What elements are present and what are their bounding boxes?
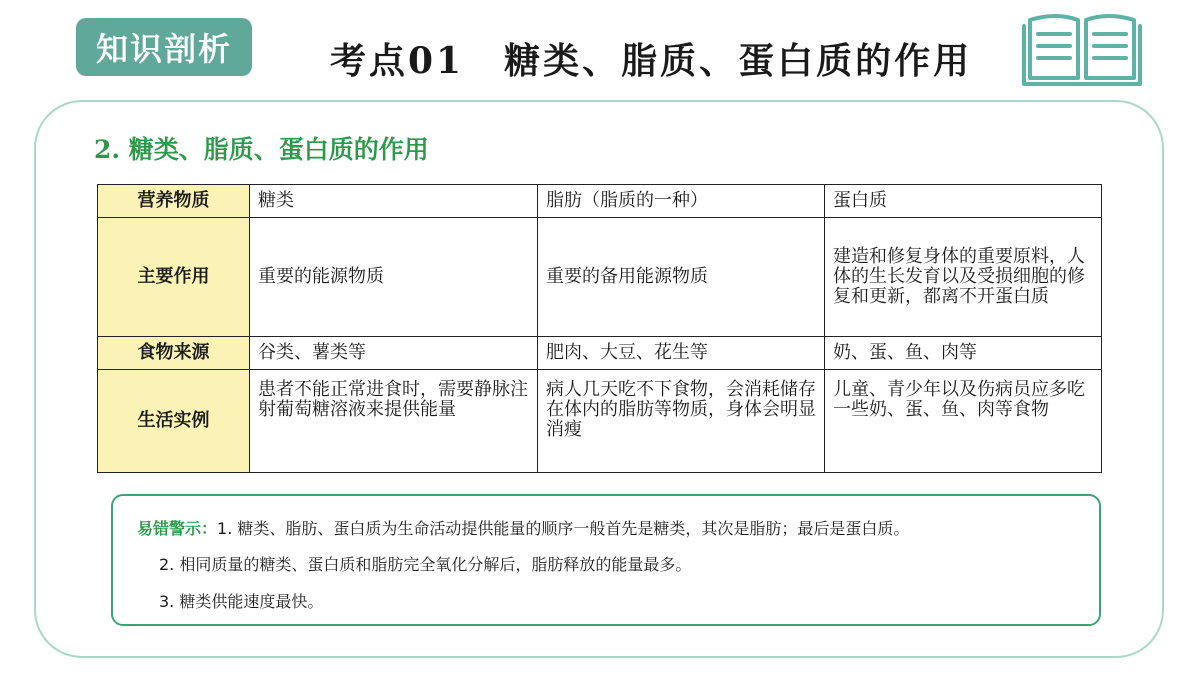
row-header: 食物来源 <box>98 337 250 370</box>
row-header: 生活实例 <box>98 370 250 473</box>
table-row <box>98 370 1102 473</box>
table-cell: 重要的能源物质 <box>250 218 538 337</box>
section-badge: 知识剖析 <box>76 18 252 76</box>
table-cell: 儿童、青少年以及伤病员应多吃一些奶、蛋、鱼、肉等食物 <box>825 370 1102 473</box>
warning-item: 3. 糖类供能速度最快。 <box>159 592 324 611</box>
warning-item <box>137 516 909 539</box>
warning-item: 2. 相同质量的糖类、蛋白质和脂肪完全氧化分解后，脂肪释放的能量最多。 <box>159 555 692 574</box>
table-cell: 肥肉、大豆、花生等 <box>538 337 825 370</box>
table-cell: 糖类 <box>250 185 538 218</box>
table-cell: 蛋白质 <box>825 185 1102 218</box>
topic-title: 糖类、脂质、蛋白质的作用 <box>504 39 973 82</box>
warning-label: 易错警示： <box>137 519 218 538</box>
table-row <box>98 218 1102 337</box>
row-header: 营养物质 <box>98 185 250 218</box>
row-header: 主要作用 <box>98 218 250 337</box>
open-book-icon <box>1022 6 1142 86</box>
table-cell: 建造和修复身体的重要原料，人体的生长发育以及受损细胞的修复和更新，都离不开蛋白质 <box>825 218 1102 337</box>
warning-text: 1. 糖类、脂肪、蛋白质为生命活动提供能量的顺序一般首先是糖类，其次是脂肪；最后是蛋白质。 <box>217 519 910 538</box>
table-row <box>98 337 1102 370</box>
table-cell: 脂肪（脂质的一种） <box>538 185 825 218</box>
topic-number: 考点01 <box>330 39 465 82</box>
warning-box <box>111 494 1101 626</box>
table-cell: 奶、蛋、鱼、肉等 <box>825 337 1102 370</box>
table-cell: 重要的备用能源物质 <box>538 218 825 337</box>
section-title: 2. 糖类、脂质、蛋白质的作用 <box>94 135 429 164</box>
table-row <box>98 185 1102 218</box>
table-cell: 病人几天吃不下食物，会消耗储存在体内的脂肪等物质，身体会明显消瘦 <box>538 370 825 473</box>
table-cell: 谷类、薯类等 <box>250 337 538 370</box>
page-title <box>330 30 1010 86</box>
nutrition-table <box>97 184 1102 473</box>
table-cell: 患者不能正常进食时，需要静脉注射葡萄糖溶液来提供能量 <box>250 370 538 473</box>
